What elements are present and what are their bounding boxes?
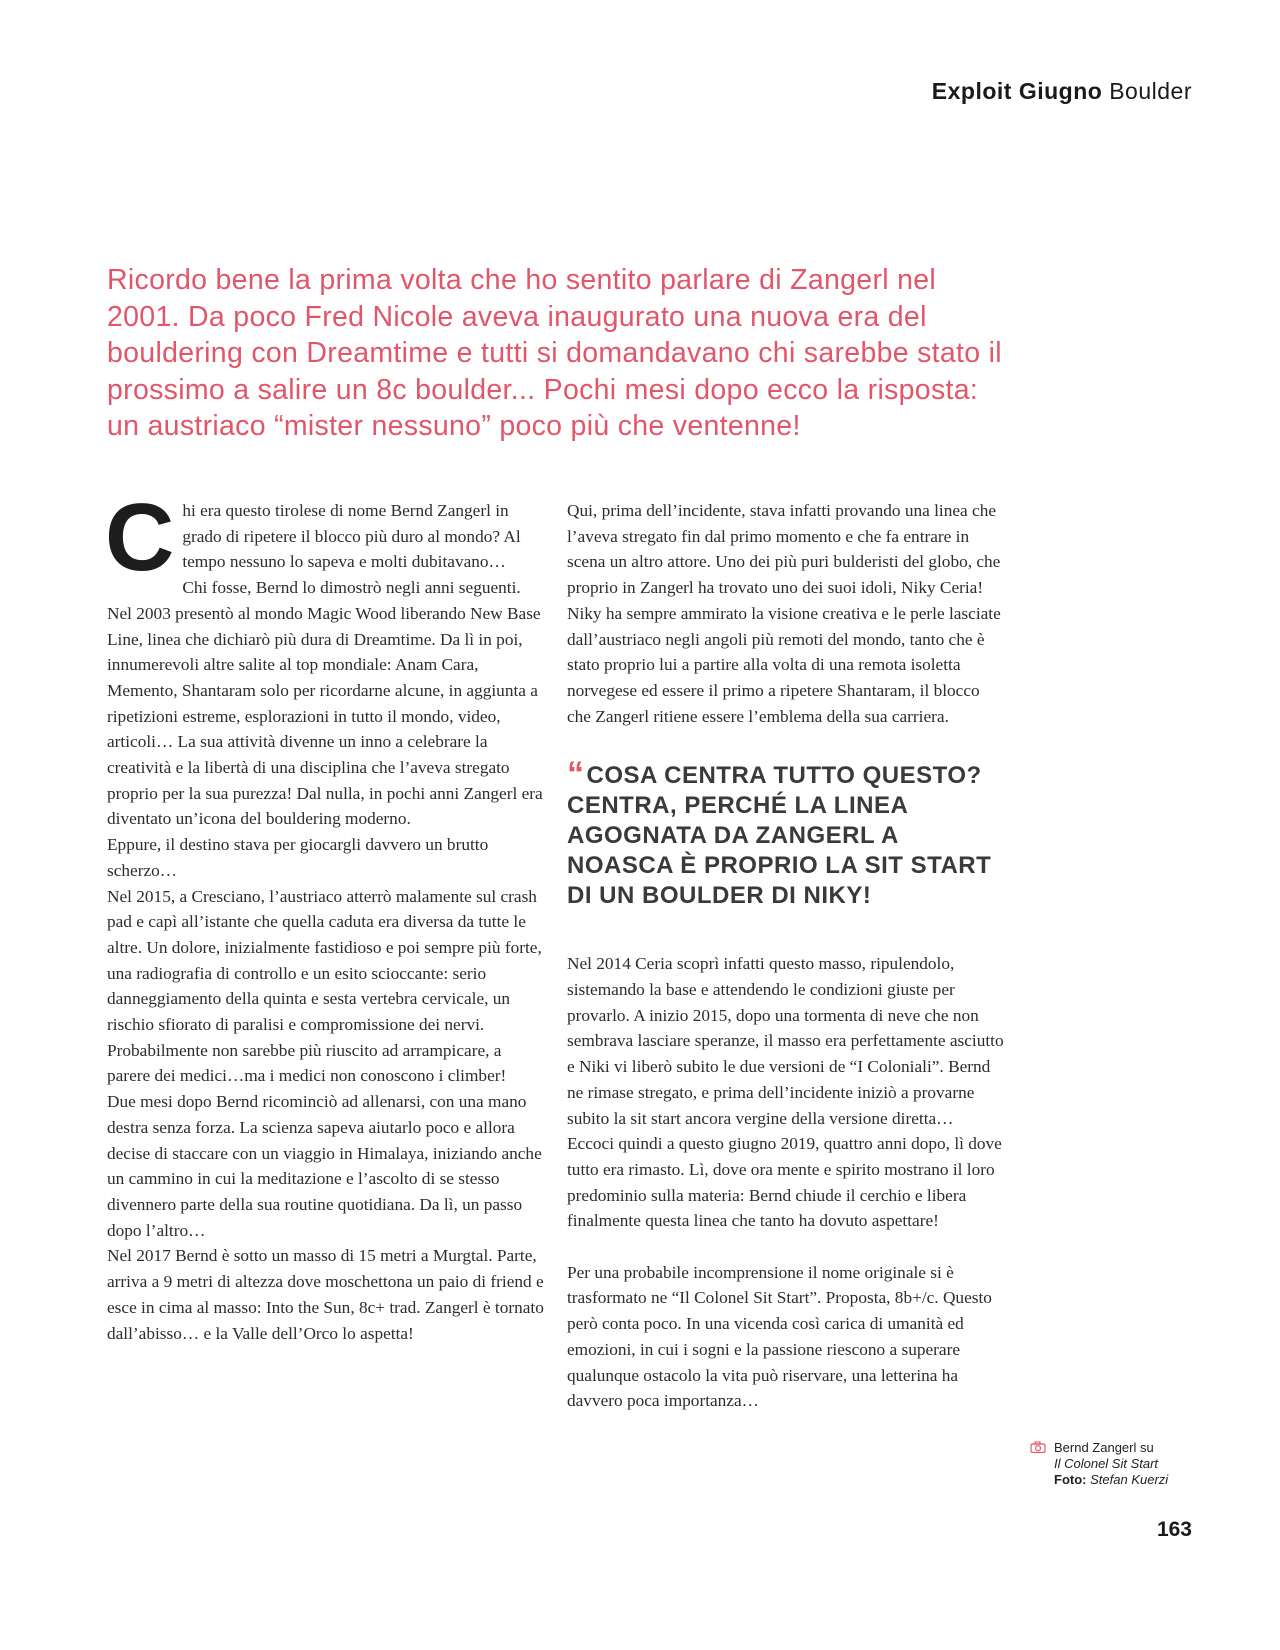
camera-icon xyxy=(1030,1441,1046,1457)
caption-line-2: Il Colonel Sit Start xyxy=(1054,1456,1159,1471)
body-paragraph: Per una probabile incomprensione il nome originale si è trasformato ne “Il Colonel Sit Start”. Proposta, 8b+/c. Questo però conta poco. In una vicenda così carica di umanità ed emozioni, in cui i sogni e la passione riescono a superare qualunque ostacolo la vita può riservare, una letterina ha davvero poca importanza… xyxy=(567,1262,992,1411)
header-section: Boulder xyxy=(1109,78,1192,104)
drop-cap: C xyxy=(105,484,175,591)
body-paragraph: Chi fosse, Bernd lo dimostrò negli anni seguenti. Nel 2003 presentò al mondo Magic Wood liberando New Base Line, linea che dichiarò più dura di Dreamtime. Da lì in poi, innumerevoli altre salite al top mondiale: Anam Cara, Memento, Shantaram solo per ricordarne alcune, in aggiunta a ripetizioni estreme, esplorazioni in tutto il mondo, video, articoli… La sua attività divenne un inno a celebrare la creatività e la libertà di una disciplina che l’aveva stregato proprio per la sua purezza! Dal nulla, in pochi anni Zangerl era diventato un’icona del bouldering moderno. xyxy=(107,578,543,829)
body-paragraph: Nel 2017 Bernd è sotto un masso di 15 metri a Murgtal. Parte, arriva a 9 metri di altezza dove moschettona un paio di friend e esce in cima al masso: Into the Sun, 8c+ trad. Zangerl è tornato dall’abisso… e la Valle dell’Orco lo aspetta! xyxy=(107,1246,544,1343)
page-number: 163 xyxy=(1156,1518,1192,1541)
right-column xyxy=(567,498,1007,1414)
body-paragraph: Niky ha sempre ammirato la visione creativa e le perle lasciate dall’austriaco negli angoli più remoti del mondo, tanto che è stato proprio lui a partire alla volta di una remota isoletta norvegese ed essere il primo a ripetere Shantaram, il blocco che Zangerl ritiene essere l’emblema della sua carriera. xyxy=(567,603,1001,726)
running-header xyxy=(932,78,1192,105)
body-paragraph: Due mesi dopo Bernd ricominciò ad allenarsi, con una mano destra senza forza. La scienza sapeva aiutarlo poco e allora decise di staccare con un viaggio in Himalaya, iniziando anche un cammino in cui la meditazione e l’ascolto di se stesso divennero parte della sua routine quotidiana. Da lì, un passo dopo l’altro… xyxy=(107,1092,542,1240)
pull-quote xyxy=(567,755,1007,911)
first-paragraph xyxy=(105,484,547,591)
lead-paragraph: Ricordo bene la prima volta che ho sentito parlare di Zangerl nel 2001. Da poco Fred Nicole aveva inaugurato una nuova era del bouldering con Dreamtime e tutti si domandavano chi sarebbe stato il prossimo a salire un 8c boulder... Pochi mesi dopo ecco la risposta: un austriaco “mister nessuno” poco più che ventenne! xyxy=(107,264,1002,442)
header-section-bold: Exploit Giugno xyxy=(931,78,1103,104)
body-paragraph: Eccoci quindi a questo giugno 2019, quattro anni dopo, lì dove tutto era rimasto. Lì, dove ora mente e spirito mostrano il loro predominio sulla materia: Bernd chiude il cerchio e libera finalmente questa linea che tanto ha dovuto aspettare! xyxy=(567,1134,1002,1231)
first-paragraph-text: hi era questo tirolese di nome Bernd Zangerl in grado di ripetere il blocco più duro al mondo? Al tempo nessuno lo sapeva e molti dubitavano… xyxy=(182,501,521,572)
caption-line-1: Bernd Zangerl su xyxy=(1054,1440,1154,1455)
body-paragraph: Eppure, il destino stava per giocargli davvero un brutto scherzo… xyxy=(107,835,489,880)
paragraph-spacer xyxy=(567,1234,1007,1260)
photo-credit: Stefan Kuerzi xyxy=(1090,1472,1169,1487)
photo-caption xyxy=(1030,1440,1230,1488)
photo-label: Foto xyxy=(1054,1472,1083,1487)
caption-credit: Foto: Stefan Kuerzi xyxy=(1054,1472,1169,1487)
left-column xyxy=(105,484,547,1346)
quote-mark-icon: “ xyxy=(567,755,585,794)
body-paragraph: Nel 2014 Ceria scoprì infatti questo masso, ripulendolo, sistemando la base e attendendo le condizioni giuste per provarlo. A inizio 2015, dopo una tormenta di neve che non sembrava lasciare speranze, il masso era perfettamente asciutto e Niki vi liberò subito le due versioni de “I Coloniali”. Bernd ne rimase stregato, e prima dell’incidente iniziò a provarne subito la sit start ancora vergine della versione diretta… xyxy=(567,954,1004,1128)
pull-quote-text: COSA CENTRA TUTTO QUESTO? CENTRA, PERCHÉ LA LINEA AGOGNATA DA ZANGERL A NOASCA È PROPRIO LA SIT START DI UN BOULDER DI NIKY! xyxy=(567,762,992,910)
body-paragraph: Qui, prima dell’incidente, stava infatti provando una linea che l’aveva stregato fin dal primo momento e che fa entrare in scena un altro attore. Uno dei più puri bulderisti del globo, che proprio in Zangerl ha trovato uno dei suoi idoli, Niky Ceria! xyxy=(567,501,1001,598)
body-paragraph: Nel 2015, a Cresciano, l’austriaco atterrò malamente sul crash pad e capì all’istante che quella caduta era diversa da tutte le altre. Un dolore, inizialmente fastidioso e poi sempre più forte, una radiografia di controllo e un esito scioccante: serio danneggiamento della quinta e sesta vertebra cervicale, un rischio sfiorato di paralisi e compromissione dei nervi. Probabilmente non sarebbe più riuscito ad arrampicare, a parere dei medici…ma i medici non conoscono i climber! xyxy=(107,886,542,1086)
